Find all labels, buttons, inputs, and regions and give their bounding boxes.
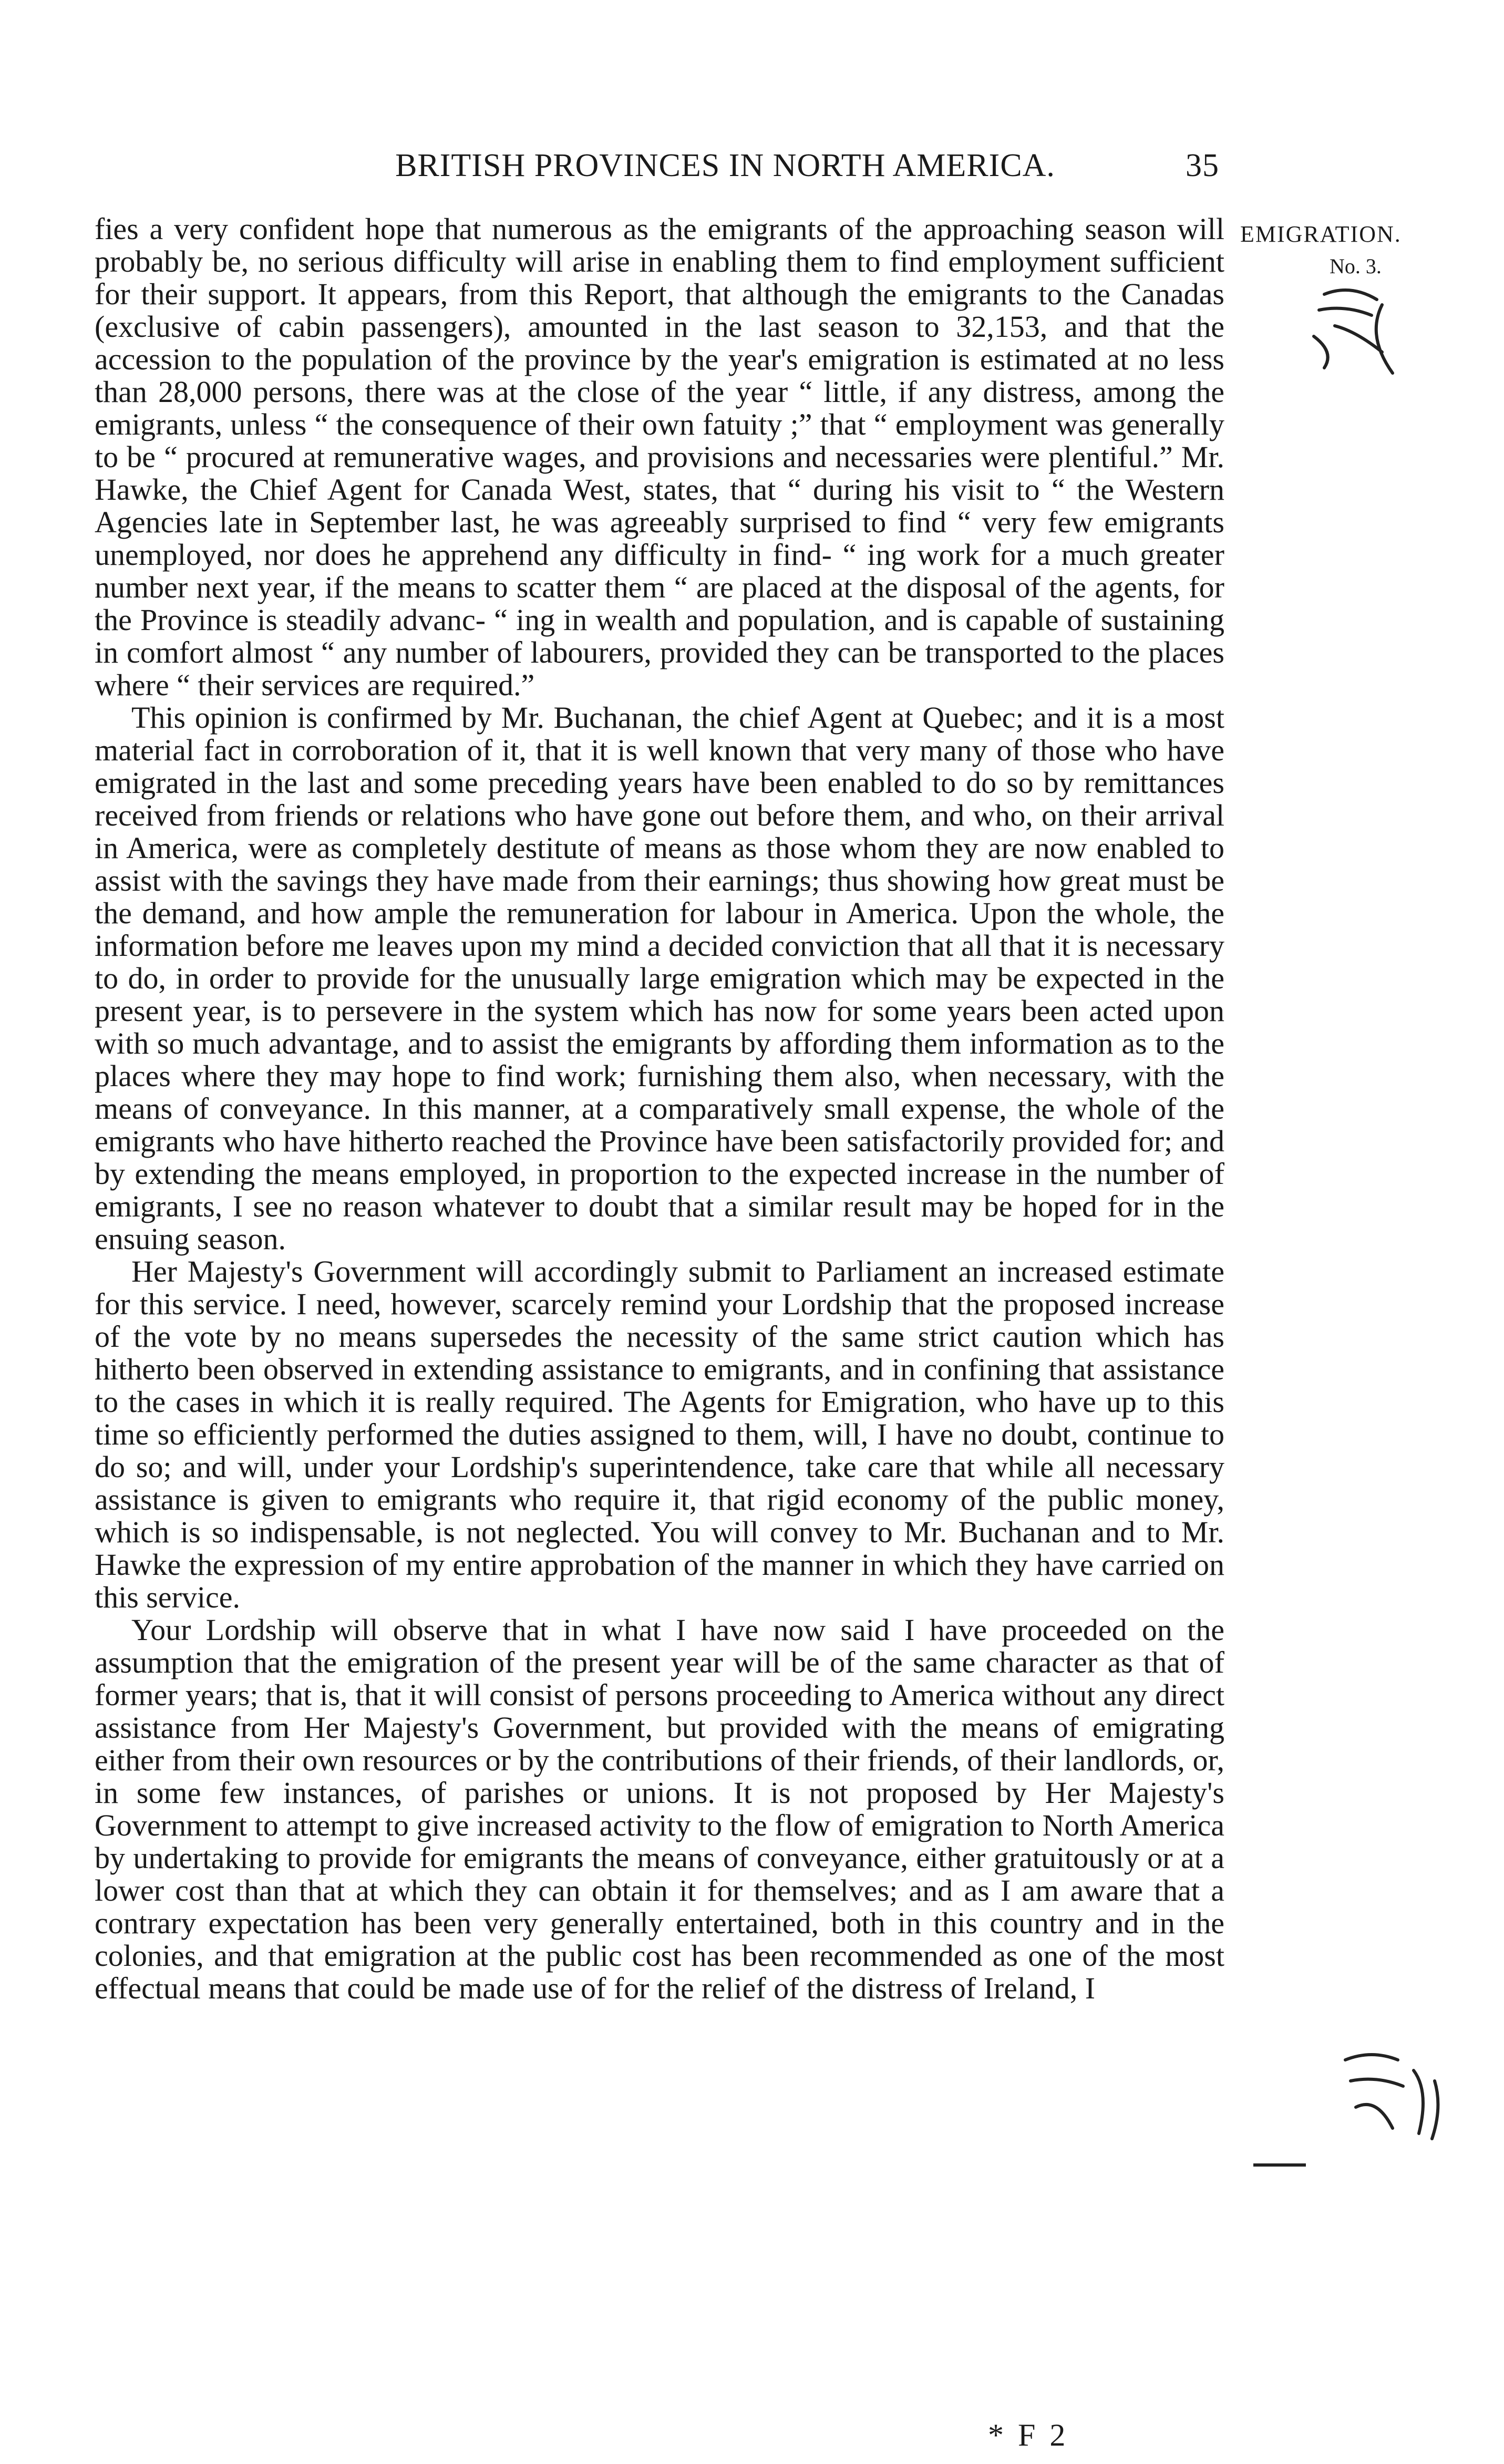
letter-body bbox=[95, 213, 1224, 2005]
signature-mark: * F 2 bbox=[988, 2418, 1069, 2452]
margin-note bbox=[1240, 221, 1429, 279]
margin-scribble-icon bbox=[1330, 2039, 1456, 2154]
margin-note-number: No. 3. bbox=[1330, 254, 1382, 278]
paragraph: Her Majesty's Government will accordingly submit to Parliament an increased estimate for this service. I need, however, scarcely remind your Lordship that the proposed increase of the vote by no means supersedes the necessity of the same strict caution which has hitherto been observed in extending assistance to emigrants, and in confining that assistance to the cases in which it is really required. The Agents for Emigration, who have up to this time so efficiently performed the duties assigned to them, will, I have no doubt, continue to do so; and will, under your Lordship's superintendence, take care that while all necessary assistance is given to emigrants who require it, that rigid economy of the public money, which is so indispensable, is not neglected. You will convey to Mr. Buchanan and to Mr. Hawke the expression of my entire approbation of the manner in which they have carried on this service. bbox=[95, 1254, 1224, 1614]
margin-scribble-icon bbox=[1303, 273, 1419, 389]
page-number: 35 bbox=[1186, 147, 1219, 183]
paragraph: Your Lordship will observe that in what I have now said I have proceeded on the assumption that the emigration of the present year will be of the same character as that of former years; that is, that it will consist of persons proceeding to America without any direct assistance from Her Majesty's Government, but provided with the means of emigrating either from their own resources or by the contributions of their friends, of their landlords, or, in some few instances, of parishes or unions. It is not proposed by Her Majesty's Government to attempt to give increased activity to the flow of emigration to North America by undertaking to provide for emigrants the means of conveyance, either gratuitously or at a lower cost than that at which they can obtain it for themselves; and as I am aware that a contrary expectation has been very generally entertained, both in this country and in the colonies, and that emigration at the public cost has been recommended as one of the most effectual means that could be made use of for the relief of the distress of Ireland, I bbox=[95, 1613, 1224, 2005]
page-title: BRITISH PROVINCES IN NORTH AMERICA. bbox=[395, 147, 1055, 183]
running-head bbox=[268, 142, 1219, 189]
paragraph: This opinion is confirmed by Mr. Buchanan, the chief Agent at Quebec; and it is a most material fact in corroboration of it, that it is well known that very many of those who have emigrated in the last and some preceding years have been enabled to do so by remittances received from friends or relations who have gone out before them, and who, on their arrival in America, were as completely destitute of means as those whom they are now enabled to assist with the savings they have made from their earnings; thus showing how great must be the demand, and how ample the remuneration for labour in America. Upon the whole, the information before me leaves upon my mind a decided conviction that all that it is necessary to do, in order to provide for the unusually large emigration which may be expected in the present year, is to persevere in the system which has now for some years been acted upon with so much advantage, and to assist the emigrants by affording them information as to the places where they may hope to find work; furnishing them also, when necessary, with the means of conveyance. In this manner, at a comparatively small expense, the whole of the emigrants who have hitherto reached the Province have been satisfactorily provided for; and by extending the means employed, in proportion to the expected increase in the number of emigrants, I see no reason whatever to doubt that a similar result may be hoped for in the ensuing season. bbox=[95, 700, 1224, 1256]
margin-note-label: EMIGRATION. bbox=[1240, 221, 1402, 247]
paragraph: fies a very confident hope that numerous as the emigrants of the approaching season will probably be, no serious difficulty will arise in enabling them to find employment sufficient for their support. It appears, from this Report, that although the emigrants to the Canadas (exclusive of cabin passengers), amounted in the last season to 32,153, and that the accession to the population of the province by the year's emigration is estimated at no less than 28,000 persons, there was at the close of the year “ little, if any distress, among the emigrants, unless “ the consequence of their own fatuity ;” that “ employment was generally to be “ procured at remunerative wages, and provisions and necessaries were plentiful.” Mr. Hawke, the Chief Agent for Canada West, states, that “ during his visit to “ the Western Agencies late in September last, he was agreeably surprised to find “ very few emigrants unemployed, nor does he apprehend any difficulty in find- “ ing work for a much greater number next year, if the means to scatter them “ are placed at the disposal of the agents, for the Province is steadily advanc- “ ing in wealth and population, and is capable of sustaining in comfort almost “ any number of labourers, provided they can be transported to the places where “ their services are required.” bbox=[95, 212, 1224, 702]
margin-dash-icon bbox=[1251, 2160, 1309, 2170]
